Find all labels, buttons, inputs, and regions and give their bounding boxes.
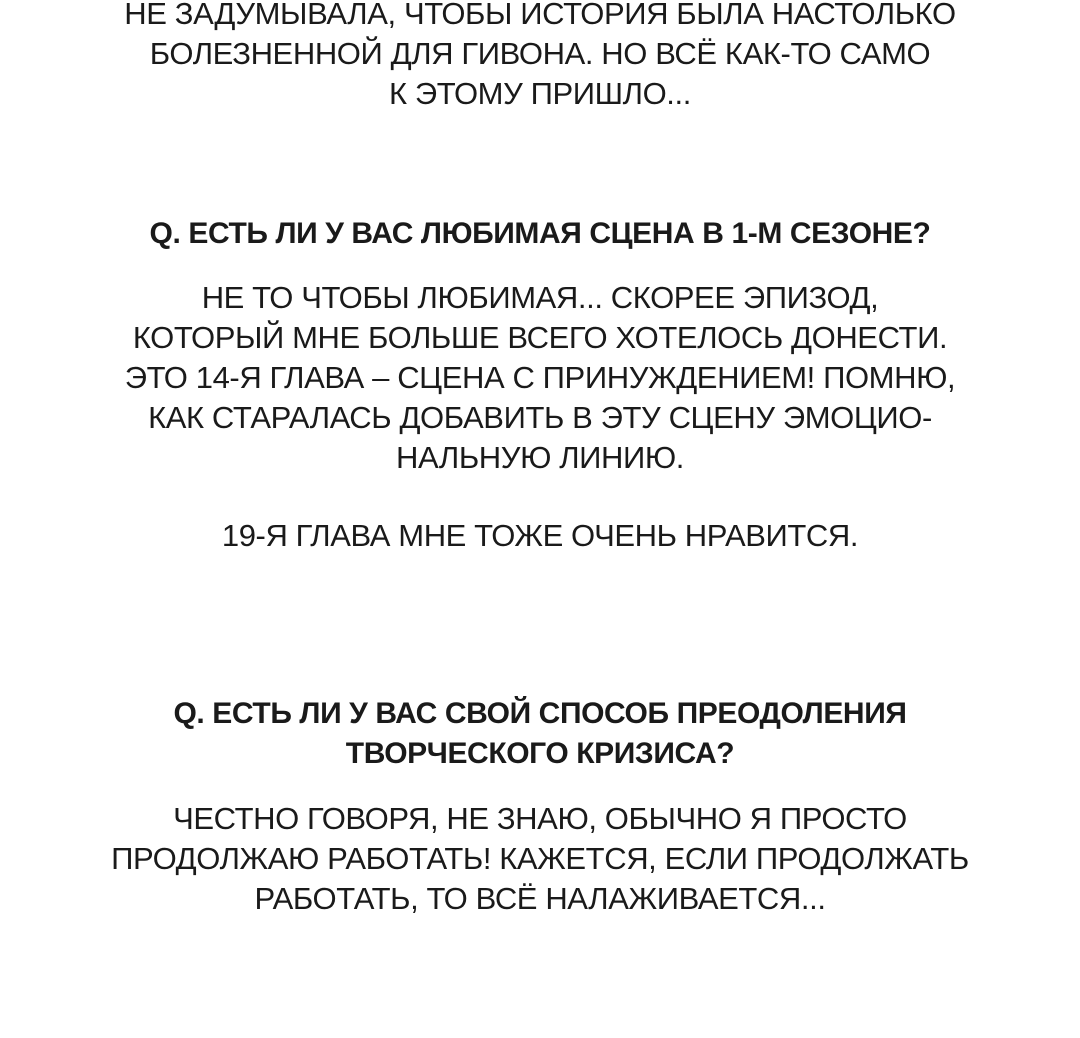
question-line: Q. ЕСТЬ ЛИ У ВАС СВОЙ СПОСОБ ПРЕОДОЛЕНИЯ <box>173 697 907 730</box>
question-line: ТВОРЧЕСКОГО КРИЗИСА? <box>345 737 735 770</box>
intro-paragraph <box>0 0 1080 114</box>
text-line: КОТОРЫЙ МНЕ БОЛЬШЕ ВСЕГО ХОТЕЛОСЬ ДОНЕСТИ. <box>132 320 948 355</box>
text-line: РАБОТАТЬ, ТО ВСЁ НАЛАЖИВАЕТСЯ... <box>254 881 826 916</box>
answer-paragraph <box>0 516 1080 556</box>
text-line: ЧЕСТНО ГОВОРЯ, НЕ ЗНАЮ, ОБЫЧНО Я ПРОСТО <box>173 801 907 836</box>
answer-paragraph <box>0 278 1080 478</box>
text-line: 19-Я ГЛАВА МНЕ ТОЖЕ ОЧЕНЬ НРАВИТСЯ. <box>221 518 859 553</box>
answer-paragraph <box>0 799 1080 919</box>
text-line: КАК СТАРАЛАСЬ ДОБАВИТЬ В ЭТУ СЦЕНУ ЭМОЦИО- <box>148 400 932 435</box>
text-line: ЭТО 14-Я ГЛАВА – СЦЕНА С ПРИНУЖДЕНИЕМ! ПОМНЮ, <box>124 360 956 395</box>
text-line: БОЛЕЗНЕННОЙ ДЛЯ ГИВОНА. НО ВСЁ КАК-ТО САМО <box>149 36 931 71</box>
question-heading-2 <box>0 694 1080 774</box>
text-line: НЕ ЗАДУМЫВАЛА, ЧТОБЫ ИСТОРИЯ БЫЛА НАСТОЛЬКО <box>124 0 956 31</box>
text-line: К ЭТОМУ ПРИШЛО... <box>389 76 691 111</box>
text-line: ПРОДОЛЖАЮ РАБОТАТЬ! КАЖЕТСЯ, ЕСЛИ ПРОДОЛЖАТЬ <box>111 841 969 876</box>
text-line: НАЛЬНУЮ ЛИНИЮ. <box>395 440 685 475</box>
question-line: Q. ЕСТЬ ЛИ У ВАС ЛЮБИМАЯ СЦЕНА В 1-М СЕЗОНЕ? <box>149 217 931 250</box>
text-line: НЕ ТО ЧТОБЫ ЛЮБИМАЯ... СКОРЕЕ ЭПИЗОД, <box>201 280 879 315</box>
question-heading-1 <box>0 214 1080 254</box>
